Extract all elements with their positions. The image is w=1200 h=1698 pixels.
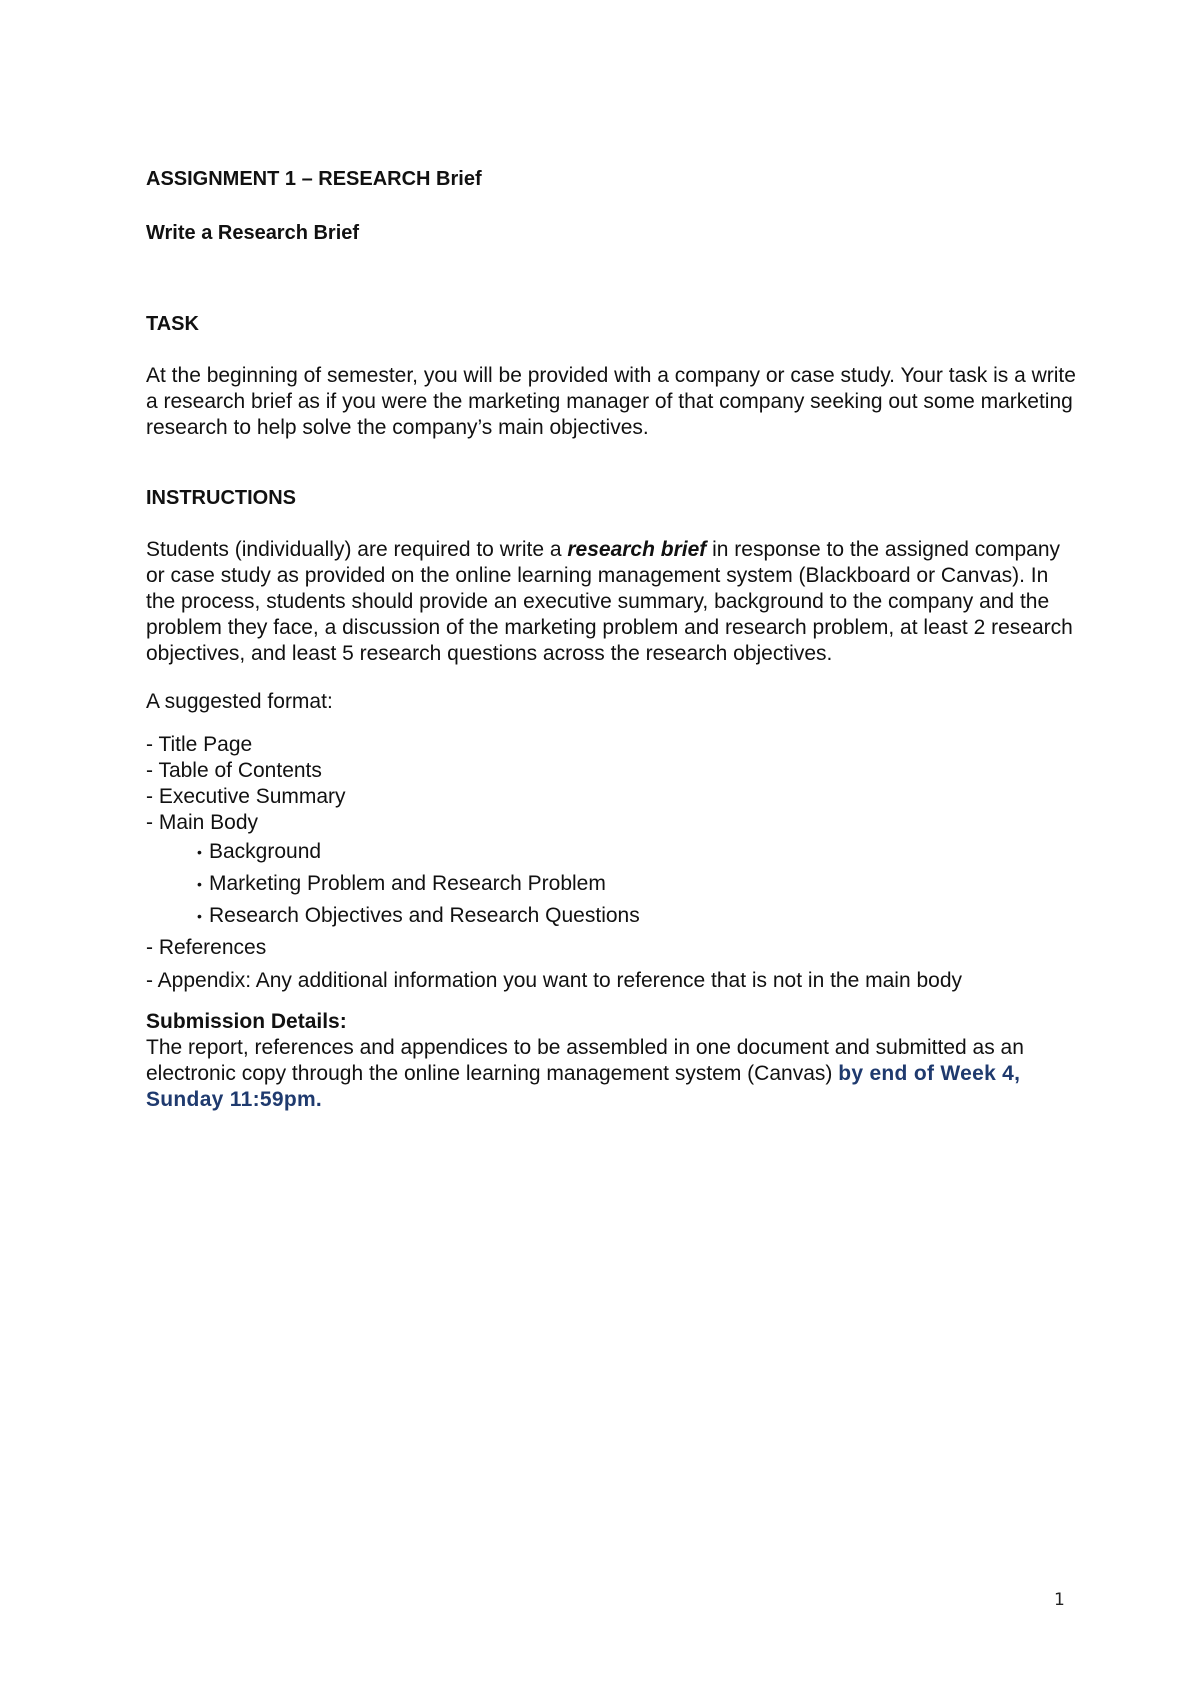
task-heading: TASK (146, 313, 199, 335)
submission-deadline: by end of Week 4, Sunday 11:59pm. (146, 1062, 1021, 1111)
format-item-main-body: - Main Body (146, 811, 259, 834)
format-item-references: - References (146, 936, 267, 959)
instructions-body-end: in response to the assigned company or case study as provided on the online learning management system (Blackboard or Canvas). In the process, students should provide an executive summary, background to the company and the problem they face, a discussion of the marketing problem and research problem, at least 2 research objectives, and least 5 research questions across the research objectives. (146, 538, 1073, 665)
page-number: 1 (1054, 1590, 1065, 1610)
format-item-table-of-contents: - Table of Contents (146, 759, 322, 782)
instructions-heading: INSTRUCTIONS (146, 487, 296, 509)
submission-heading: Submission Details: (146, 1010, 347, 1033)
submission-text: The report, references and appendices to be assembled in one document and submitted as an electronic copy through the online learning management system (Canvas) (146, 1036, 1024, 1085)
document-page (146, 166, 1076, 1113)
bullet-icon: • (197, 908, 202, 924)
bullet-icon: • (197, 844, 202, 860)
format-intro: A suggested format: (146, 690, 333, 713)
bullet-icon: • (197, 876, 202, 892)
format-item-executive-summary: - Executive Summary (146, 785, 346, 808)
instructions-body (146, 537, 1076, 667)
document-subtitle: Write a Research Brief (146, 222, 360, 244)
main-body-sublist (146, 836, 1076, 932)
instructions-body-start: Students (individually) are required to write a (146, 538, 568, 561)
subitem-label: Research Objectives and Research Questions (209, 904, 640, 927)
format-list (146, 732, 1076, 994)
subitem-marketing-problem (197, 868, 1076, 900)
subitem-research-objectives (197, 900, 1076, 932)
format-item-appendix: - Appendix: Any additional information you want to reference that is not in the main body (146, 969, 962, 992)
format-item-title-page: - Title Page (146, 733, 253, 756)
task-body: At the beginning of semester, you will be provided with a company or case study. Your task is a write a research brief as if you were the marketing manager of that company seeking out some marketing research to help solve the company’s main objectives. (146, 364, 1076, 439)
document-title: ASSIGNMENT 1 – RESEARCH Brief (146, 168, 482, 190)
subitem-label: Background (209, 840, 322, 863)
subitem-label: Marketing Problem and Research Problem (209, 872, 606, 895)
research-brief-emphasis: research brief (567, 538, 707, 561)
submission-body (146, 1035, 1076, 1113)
main-body-subitems (146, 836, 1076, 932)
subitem-background (197, 836, 1076, 868)
